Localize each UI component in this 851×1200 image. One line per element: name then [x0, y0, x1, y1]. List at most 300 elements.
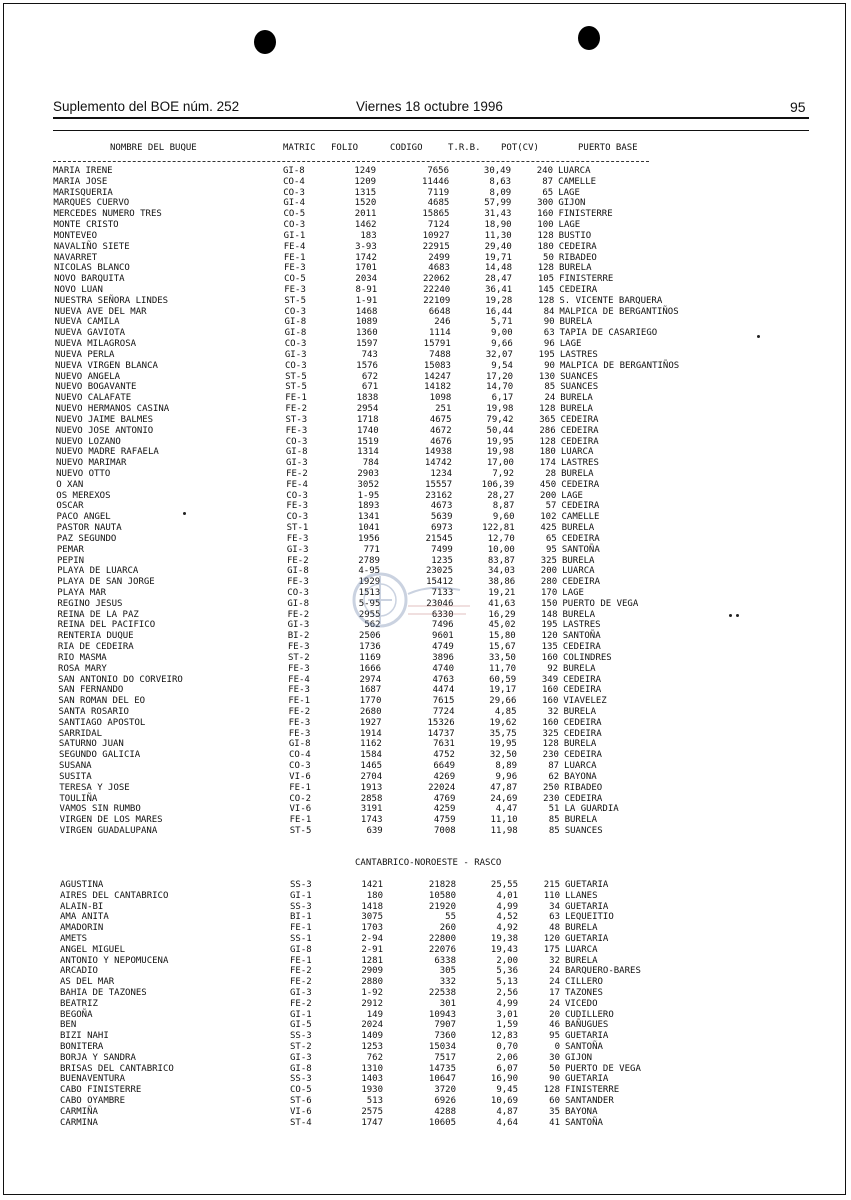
vessel-pot: 349: [541, 674, 559, 685]
vessel-puerto: SANTOÑA: [562, 631, 601, 642]
vessel-puerto: LEQUEITIO: [565, 912, 614, 923]
vessel-codigo: 6338: [434, 955, 456, 966]
vessel-name: BEATRIZ: [60, 998, 98, 1009]
vessel-codigo: 14735: [428, 1063, 456, 1074]
vessel-pot: 87: [542, 176, 554, 187]
vessel-name: SANTIAGO APOSTOL: [58, 717, 146, 728]
vessel-pot: 325: [542, 728, 559, 739]
vessel-trb: 10,69: [490, 1096, 518, 1106]
vessel-codigo: 4763: [432, 674, 455, 685]
vessel-trb: 14,48: [484, 263, 512, 274]
vessel-pot: 20: [549, 1009, 560, 1020]
vessel-trb: 9,00: [490, 328, 513, 339]
vessel-trb: 2,56: [496, 988, 518, 998]
vessel-folio: 1914: [360, 728, 382, 739]
col-header-matric: MATRIC: [283, 143, 316, 153]
vessel-matric: GI-8: [287, 566, 309, 577]
vessel-codigo: 7499: [431, 544, 453, 555]
vessel-trb: 17,00: [486, 458, 514, 469]
vessel-name: MONTE CRISTO: [53, 220, 119, 231]
vessel-pot: 240: [536, 166, 553, 176]
vessel-trb: 33,50: [488, 652, 516, 663]
vessel-trb: 15,80: [488, 631, 516, 642]
vessel-trb: 41,63: [488, 598, 516, 609]
vessel-matric: ST-2: [287, 652, 310, 663]
vessel-trb: 28,27: [487, 490, 515, 501]
scan-speck: [183, 512, 186, 515]
vessel-codigo: 4672: [429, 425, 452, 436]
vessel-pot: 28: [545, 468, 557, 479]
vessel-matric: FE-3: [286, 501, 309, 512]
vessel-name: VIRGEN DE LOS MARES: [59, 815, 163, 826]
vessel-matric: ST-1: [286, 523, 309, 534]
page-number: 95: [790, 99, 806, 115]
vessel-pot: 170: [541, 587, 558, 598]
vessel-matric: FE-3: [288, 728, 311, 739]
vessel-name: NUEVO JOSE ANTONIO: [55, 425, 154, 436]
vessel-codigo: 22240: [423, 285, 451, 296]
vessel-folio: 1740: [356, 425, 379, 436]
vessel-codigo: 4749: [432, 642, 454, 653]
vessel-pot: 365: [539, 414, 556, 425]
vessel-puerto: GUETARIA: [565, 901, 609, 912]
vessel-codigo: 7907: [434, 1020, 456, 1031]
table-top-rule: [53, 130, 809, 131]
vessel-codigo: 301: [439, 998, 456, 1009]
vessel-matric: GI-3: [287, 620, 310, 631]
vessel-puerto: LASTRES: [559, 349, 598, 360]
vessel-codigo: 260: [439, 923, 456, 934]
vessel-puerto: LAGE: [558, 187, 580, 198]
vessel-pot: 128: [539, 436, 556, 447]
vessel-matric: FE-3: [286, 533, 309, 544]
vessel-puerto: CEDEIRA: [563, 685, 602, 696]
vessel-puerto: CEDEIRA: [561, 533, 600, 544]
vessel-folio: 2954: [356, 404, 379, 415]
vessel-matric: SS-3: [290, 880, 312, 890]
vessel-name: BRISAS DEL CANTABRICO: [60, 1063, 174, 1074]
vessel-trb: 9,45: [496, 1085, 518, 1096]
vessel-codigo: 7360: [434, 1031, 456, 1042]
vessel-name: NUEVA AVE DEL MAR: [54, 306, 147, 317]
vessel-puerto: GUETARIA: [565, 1031, 609, 1042]
vessel-puerto: GUETARIA: [565, 880, 609, 890]
vessel-matric: SS-3: [290, 901, 312, 912]
vessel-puerto: LUARCA: [565, 944, 598, 955]
vessel-name: PLAYA MAR: [57, 587, 107, 598]
vessel-name: SAN ROMAN DEL EO: [58, 696, 146, 707]
vessel-pot: 180: [539, 447, 556, 458]
vessel-matric: GI-8: [290, 944, 312, 955]
vessel-name: NUEVA GAVIOTA: [54, 328, 126, 339]
vessel-puerto: GUETARIA: [565, 1074, 609, 1085]
vessel-trb: 11,30: [484, 230, 512, 241]
vessel-trb: 83,87: [487, 555, 515, 566]
vessel-trb: 9,54: [491, 360, 513, 371]
vessel-name: AIRES DEL CANTABRICO: [60, 890, 169, 901]
vessel-codigo: 15034: [428, 1042, 456, 1052]
vessel-codigo: 14182: [424, 382, 452, 393]
vessel-trb: 1,59: [496, 1020, 518, 1031]
vessel-pot: 85: [548, 815, 560, 826]
vessel-puerto: BURELA: [560, 393, 593, 404]
vessel-folio: 2575: [361, 1106, 383, 1117]
vessel-name: NUEVO CALAFATE: [55, 393, 132, 404]
vessel-folio: 1718: [356, 414, 379, 425]
vessel-folio: 1281: [361, 955, 383, 966]
vessel-name: SARRIDAL: [58, 728, 103, 739]
vessel-codigo: 4752: [433, 750, 455, 761]
vessel-pot: 215: [543, 880, 560, 890]
vessel-trb: 34,03: [487, 566, 516, 577]
vessel-trb: 16,29: [488, 609, 516, 620]
vessel-folio: 771: [363, 544, 380, 555]
vessel-pot: 90: [544, 360, 555, 371]
vessel-trb: 19,71: [484, 252, 512, 263]
vessel-pot: 63: [543, 328, 555, 339]
vessel-matric: ST-6: [290, 1096, 312, 1106]
vessel-pot: 62: [548, 771, 560, 782]
vessel-matric: GI-4: [283, 198, 306, 209]
vessel-codigo: 4676: [430, 436, 452, 447]
vessel-codigo: 22538: [428, 988, 456, 998]
vessel-trb: 24,69: [490, 793, 518, 804]
vessel-pot: 24: [544, 393, 556, 404]
vessel-codigo: 15791: [423, 339, 451, 350]
vessel-codigo: 7656: [427, 166, 449, 176]
vessel-trb: 35,75: [489, 728, 517, 739]
vessel-matric: CO-3: [284, 339, 307, 350]
vessel-pot: 105: [537, 274, 555, 285]
vessel-folio: 1893: [357, 501, 380, 512]
vessel-puerto: CEDEIRA: [563, 674, 602, 685]
vessel-name: ARCADIO: [60, 966, 98, 977]
vessel-trb: 17,20: [485, 371, 514, 382]
vessel-matric: FE-3: [288, 717, 311, 728]
vessel-pot: 100: [537, 220, 554, 231]
vessel-trb: 0,70: [496, 1042, 518, 1052]
vessel-codigo: 4759: [433, 815, 456, 826]
vessel-puerto: BAÑUGUES: [565, 1020, 609, 1031]
col-header-codigo: CODIGO: [390, 143, 423, 153]
vessel-codigo: 6973: [430, 523, 453, 534]
vessel-folio: 1838: [356, 393, 379, 404]
vessel-matric: FE-3: [288, 663, 310, 674]
vessel-folio: 1743: [360, 815, 383, 826]
vessel-folio: 1468: [355, 306, 378, 317]
vessel-name: NUEVA CAMILA: [54, 317, 120, 328]
vessel-folio: 1249: [354, 166, 376, 176]
vessel-folio: 1310: [361, 1063, 383, 1074]
vessel-name: BEN: [60, 1020, 77, 1031]
vessel-name: OS MEREXOS: [56, 490, 111, 501]
vessel-codigo: 3720: [434, 1085, 456, 1096]
vessel-name: AS DEL MAR: [60, 977, 115, 988]
vessel-folio: 1418: [361, 901, 383, 912]
vessel-name: AMA ANITA: [60, 912, 109, 923]
vessel-codigo: 21828: [428, 880, 456, 890]
vessel-name: NUEVO MARIMAR: [55, 458, 127, 469]
col-header-folio: FOLIO: [331, 143, 359, 153]
vessel-matric: GI-8: [288, 739, 311, 750]
vessel-name: O XAN: [56, 479, 84, 490]
vessel-codigo: 7615: [432, 696, 455, 707]
vessel-pot: 150: [541, 598, 558, 609]
vessel-trb: 19,17: [489, 685, 517, 696]
vessel-matric: SS-1: [290, 934, 312, 944]
vessel-folio: 1-95: [357, 490, 380, 501]
vessel-folio: 183: [360, 230, 377, 241]
vessel-name: PLAYA DE SAN JORGE: [57, 577, 155, 588]
vessel-matric: FE-2: [290, 998, 312, 1009]
vessel-name: MARISQUERIA: [53, 187, 113, 198]
vessel-folio: 1465: [360, 761, 383, 772]
vessel-folio: 513: [366, 1096, 383, 1106]
vessel-codigo: 10943: [428, 1009, 456, 1020]
vessel-puerto: CEDEIRA: [562, 642, 601, 653]
vessel-matric: VI-6: [289, 804, 312, 815]
vessel-name: PEMAR: [56, 544, 84, 555]
vessel-pot: 51: [548, 804, 560, 815]
vessel-matric: FE-2: [288, 707, 311, 717]
vessel-codigo: 6330: [431, 609, 454, 620]
vessel-codigo: 22915: [422, 241, 450, 252]
vessel-puerto: CEDEIRA: [560, 436, 599, 447]
vessel-pot: 50: [543, 252, 554, 263]
vessel-trb: 16,44: [485, 306, 513, 317]
vessel-name: NUEVO ANGELA: [55, 371, 121, 382]
vessel-puerto: BURELA: [560, 404, 593, 415]
vessel-codigo: 15557: [425, 479, 453, 490]
vessel-codigo: 9601: [432, 631, 454, 642]
vessel-puerto: VIAVELEZ: [563, 696, 607, 707]
vessel-pot: 325: [540, 555, 557, 566]
vessel-trb: 19,28: [485, 295, 513, 306]
vessel-name: NUEVA PERLA: [54, 349, 115, 360]
vessel-folio: 2909: [361, 966, 383, 977]
vessel-codigo: 7496: [431, 620, 454, 631]
vessel-puerto: BURELA: [561, 555, 595, 566]
vessel-pot: 85: [548, 826, 560, 837]
vessel-puerto: CEDEIRA: [560, 414, 599, 425]
vessel-folio: 1462: [354, 220, 377, 231]
vessel-name: RIO MASMA: [57, 652, 107, 663]
vessel-codigo: 4769: [433, 793, 456, 804]
vessel-pot: 32: [549, 955, 560, 966]
vessel-folio: 1913: [360, 782, 383, 793]
vessel-matric: CO-5: [290, 1085, 312, 1096]
vessel-matric: FE-2: [290, 977, 312, 988]
vessel-name: NOVO BARQUITA: [54, 274, 125, 285]
vessel-trb: 9,66: [491, 339, 513, 350]
vessel-puerto: SUANCES: [560, 382, 599, 393]
vessel-pot: 90: [543, 317, 555, 328]
vessel-trb: 79,42: [486, 414, 514, 425]
vessel-folio: 1701: [355, 263, 377, 274]
vessel-codigo: 4675: [429, 414, 452, 425]
vessel-codigo: 7488: [429, 349, 451, 360]
vessel-codigo: 11446: [422, 176, 450, 187]
vessel-puerto: BURELA: [558, 263, 592, 274]
vessel-folio: 1927: [359, 717, 382, 728]
archive-stamp-icon: [350, 560, 480, 640]
vessel-name: ROSA MARY: [58, 663, 107, 674]
vessel-trb: 11,98: [490, 826, 518, 837]
vessel-matric: CO-3: [289, 761, 311, 772]
vessel-name: VIRGEN GUADALUPANA: [59, 826, 158, 837]
vessel-folio: 2-94: [361, 934, 383, 944]
vessel-puerto: RIBADEO: [558, 252, 597, 263]
vessel-trb: 32,50: [489, 750, 517, 761]
vessel-matric: GI-3: [285, 458, 308, 469]
vessel-matric: CO-4: [288, 750, 311, 761]
vessel-matric: CO-3: [286, 512, 309, 523]
vessel-puerto: BAYONA: [565, 1106, 598, 1117]
vessel-trb: 12,70: [487, 533, 515, 544]
vessel-pot: 90: [549, 1074, 560, 1085]
vessel-codigo: 10580: [428, 890, 456, 901]
vessel-folio: 2912: [361, 998, 383, 1009]
vessel-matric: SS-3: [290, 1074, 312, 1085]
vessel-puerto: BURELA: [565, 923, 598, 934]
scan-speck: [729, 614, 732, 617]
vessel-folio: 1169: [359, 652, 381, 663]
vessel-name: REINA DEL PACIFICO: [57, 620, 156, 631]
vessel-codigo: 4474: [432, 685, 455, 696]
vessel-name: AGUSTINA: [60, 880, 104, 890]
vessel-trb: 9,96: [495, 771, 518, 782]
vessel-puerto: CEDEIRA: [561, 501, 600, 512]
vessel-folio: 1314: [357, 447, 379, 458]
vessel-matric: GI-8: [283, 166, 305, 176]
vessel-name: SANTA ROSARIO: [58, 707, 129, 717]
vessel-matric: FE-2: [286, 468, 308, 479]
vessel-codigo: 14737: [427, 728, 455, 739]
vessel-puerto: LAGE: [562, 587, 584, 598]
vessel-pot: 65: [545, 533, 557, 544]
vessel-folio: 1513: [358, 587, 381, 598]
vessel-codigo: 22076: [428, 944, 456, 955]
vessel-matric: FE-3: [288, 685, 310, 696]
vessel-pot: 160: [542, 685, 559, 696]
vessel-pot: 200: [540, 490, 557, 501]
vessel-matric: ST-5: [285, 382, 307, 393]
vessel-pot: 96: [543, 339, 555, 350]
vessel-codigo: 22109: [423, 295, 451, 306]
vessel-codigo: 7631: [433, 739, 455, 750]
vessel-folio: 2011: [354, 209, 377, 220]
vessel-pot: 160: [542, 696, 559, 707]
vessel-pot: 24: [549, 966, 560, 977]
vessel-puerto: LASTRES: [560, 458, 599, 469]
vessel-pot: 300: [537, 198, 554, 209]
vessel-trb: 4,47: [495, 804, 518, 815]
publication-date: Viernes 18 octubre 1996: [356, 99, 503, 114]
vessel-trb: 29,40: [484, 241, 512, 252]
scan-speck: [757, 335, 760, 338]
vessel-name: MARIA JOSE: [53, 176, 108, 187]
vessel-trb: 4,87: [496, 1106, 518, 1117]
vessel-name: MONTEVEO: [53, 230, 98, 241]
vessel-folio: 671: [361, 382, 379, 393]
vessel-folio: 4-95: [358, 566, 381, 577]
vessel-matric: GI-8: [285, 447, 308, 458]
vessel-trb: 29,66: [489, 696, 517, 707]
vessel-name: BEGOÑA: [60, 1009, 93, 1020]
vessel-trb: 6,17: [491, 393, 514, 404]
vessel-trb: 7,92: [492, 468, 515, 479]
vessel-codigo: 15083: [423, 360, 451, 371]
vessel-puerto: MALPICA DE BERGANTIÑOS: [559, 360, 680, 371]
vessel-folio: 1403: [361, 1074, 383, 1085]
vessel-puerto: CEDEIRA: [563, 750, 602, 761]
vessel-puerto: PUERTO DE VEGA: [565, 1063, 641, 1074]
vessel-puerto: SANTOÑA: [561, 544, 600, 555]
vessel-matric: ST-2: [290, 1042, 312, 1052]
vessel-name: NOVO LUAN: [54, 285, 103, 296]
vessel-puerto: BURELA: [559, 317, 593, 328]
vessel-pot: 60: [549, 1096, 560, 1106]
vessel-name: PASTOR NAUTA: [56, 523, 122, 534]
col-header-pot: POT(CV): [501, 143, 539, 153]
vessel-trb: 19,62: [489, 717, 517, 728]
vessel-folio: 1209: [354, 176, 377, 187]
vessel-matric: GI-1: [283, 230, 306, 241]
vessel-matric: FE-2: [287, 609, 310, 620]
scan-speck: [736, 614, 739, 617]
vessel-codigo: 21920: [428, 901, 456, 912]
vessel-matric: CO-5: [283, 209, 306, 220]
vessel-pot: 450: [539, 479, 557, 490]
vessel-puerto: BURELA: [564, 815, 598, 826]
vessel-folio: 672: [361, 371, 379, 382]
vessel-codigo: 4269: [433, 771, 456, 782]
vessel-matric: FE-3: [283, 263, 306, 274]
vessel-folio: 1956: [358, 533, 380, 544]
vessel-matric: CO-5: [284, 274, 306, 285]
vessel-folio: 1-92: [361, 988, 383, 998]
vessel-puerto: BAYONA: [564, 771, 597, 782]
vessel-pot: 57: [545, 501, 557, 512]
vessel-matric: FE-3: [284, 285, 306, 296]
vessel-pot: 95: [546, 544, 557, 555]
vessel-folio: 2955: [358, 609, 381, 620]
vessel-trb: 2,06: [496, 1052, 518, 1063]
vessel-puerto: BURELA: [563, 707, 597, 717]
vessel-pot: 35: [549, 1106, 560, 1117]
vessel-matric: FE-4: [283, 241, 306, 252]
vessel-puerto: BURELA: [565, 955, 598, 966]
vessel-matric: ST-5: [289, 826, 312, 837]
vessel-pot: 84: [543, 306, 555, 317]
punch-hole-left: [254, 30, 276, 54]
vessel-folio: 1520: [354, 198, 377, 209]
vessel-puerto: SANTOÑA: [565, 1042, 603, 1052]
vessel-pot: 30: [549, 1052, 560, 1063]
vessel-matric: GI-8: [284, 317, 307, 328]
vessel-puerto: GIJON: [565, 1052, 593, 1063]
vessel-codigo: 7724: [432, 707, 455, 717]
vessel-name: SAN FERNANDO: [58, 685, 124, 696]
vessel-puerto: LAGE: [558, 220, 581, 231]
vessel-matric: BI-1: [290, 912, 312, 923]
vessel-codigo: 14247: [423, 371, 452, 382]
vessel-matric: GI-1: [290, 1009, 312, 1020]
vessel-name: AMADORIN: [60, 923, 104, 934]
vessel-name: CABO FINISTERRE: [60, 1085, 142, 1096]
vessel-codigo: 4259: [433, 804, 456, 815]
vessel-puerto: LLANES: [565, 890, 598, 901]
